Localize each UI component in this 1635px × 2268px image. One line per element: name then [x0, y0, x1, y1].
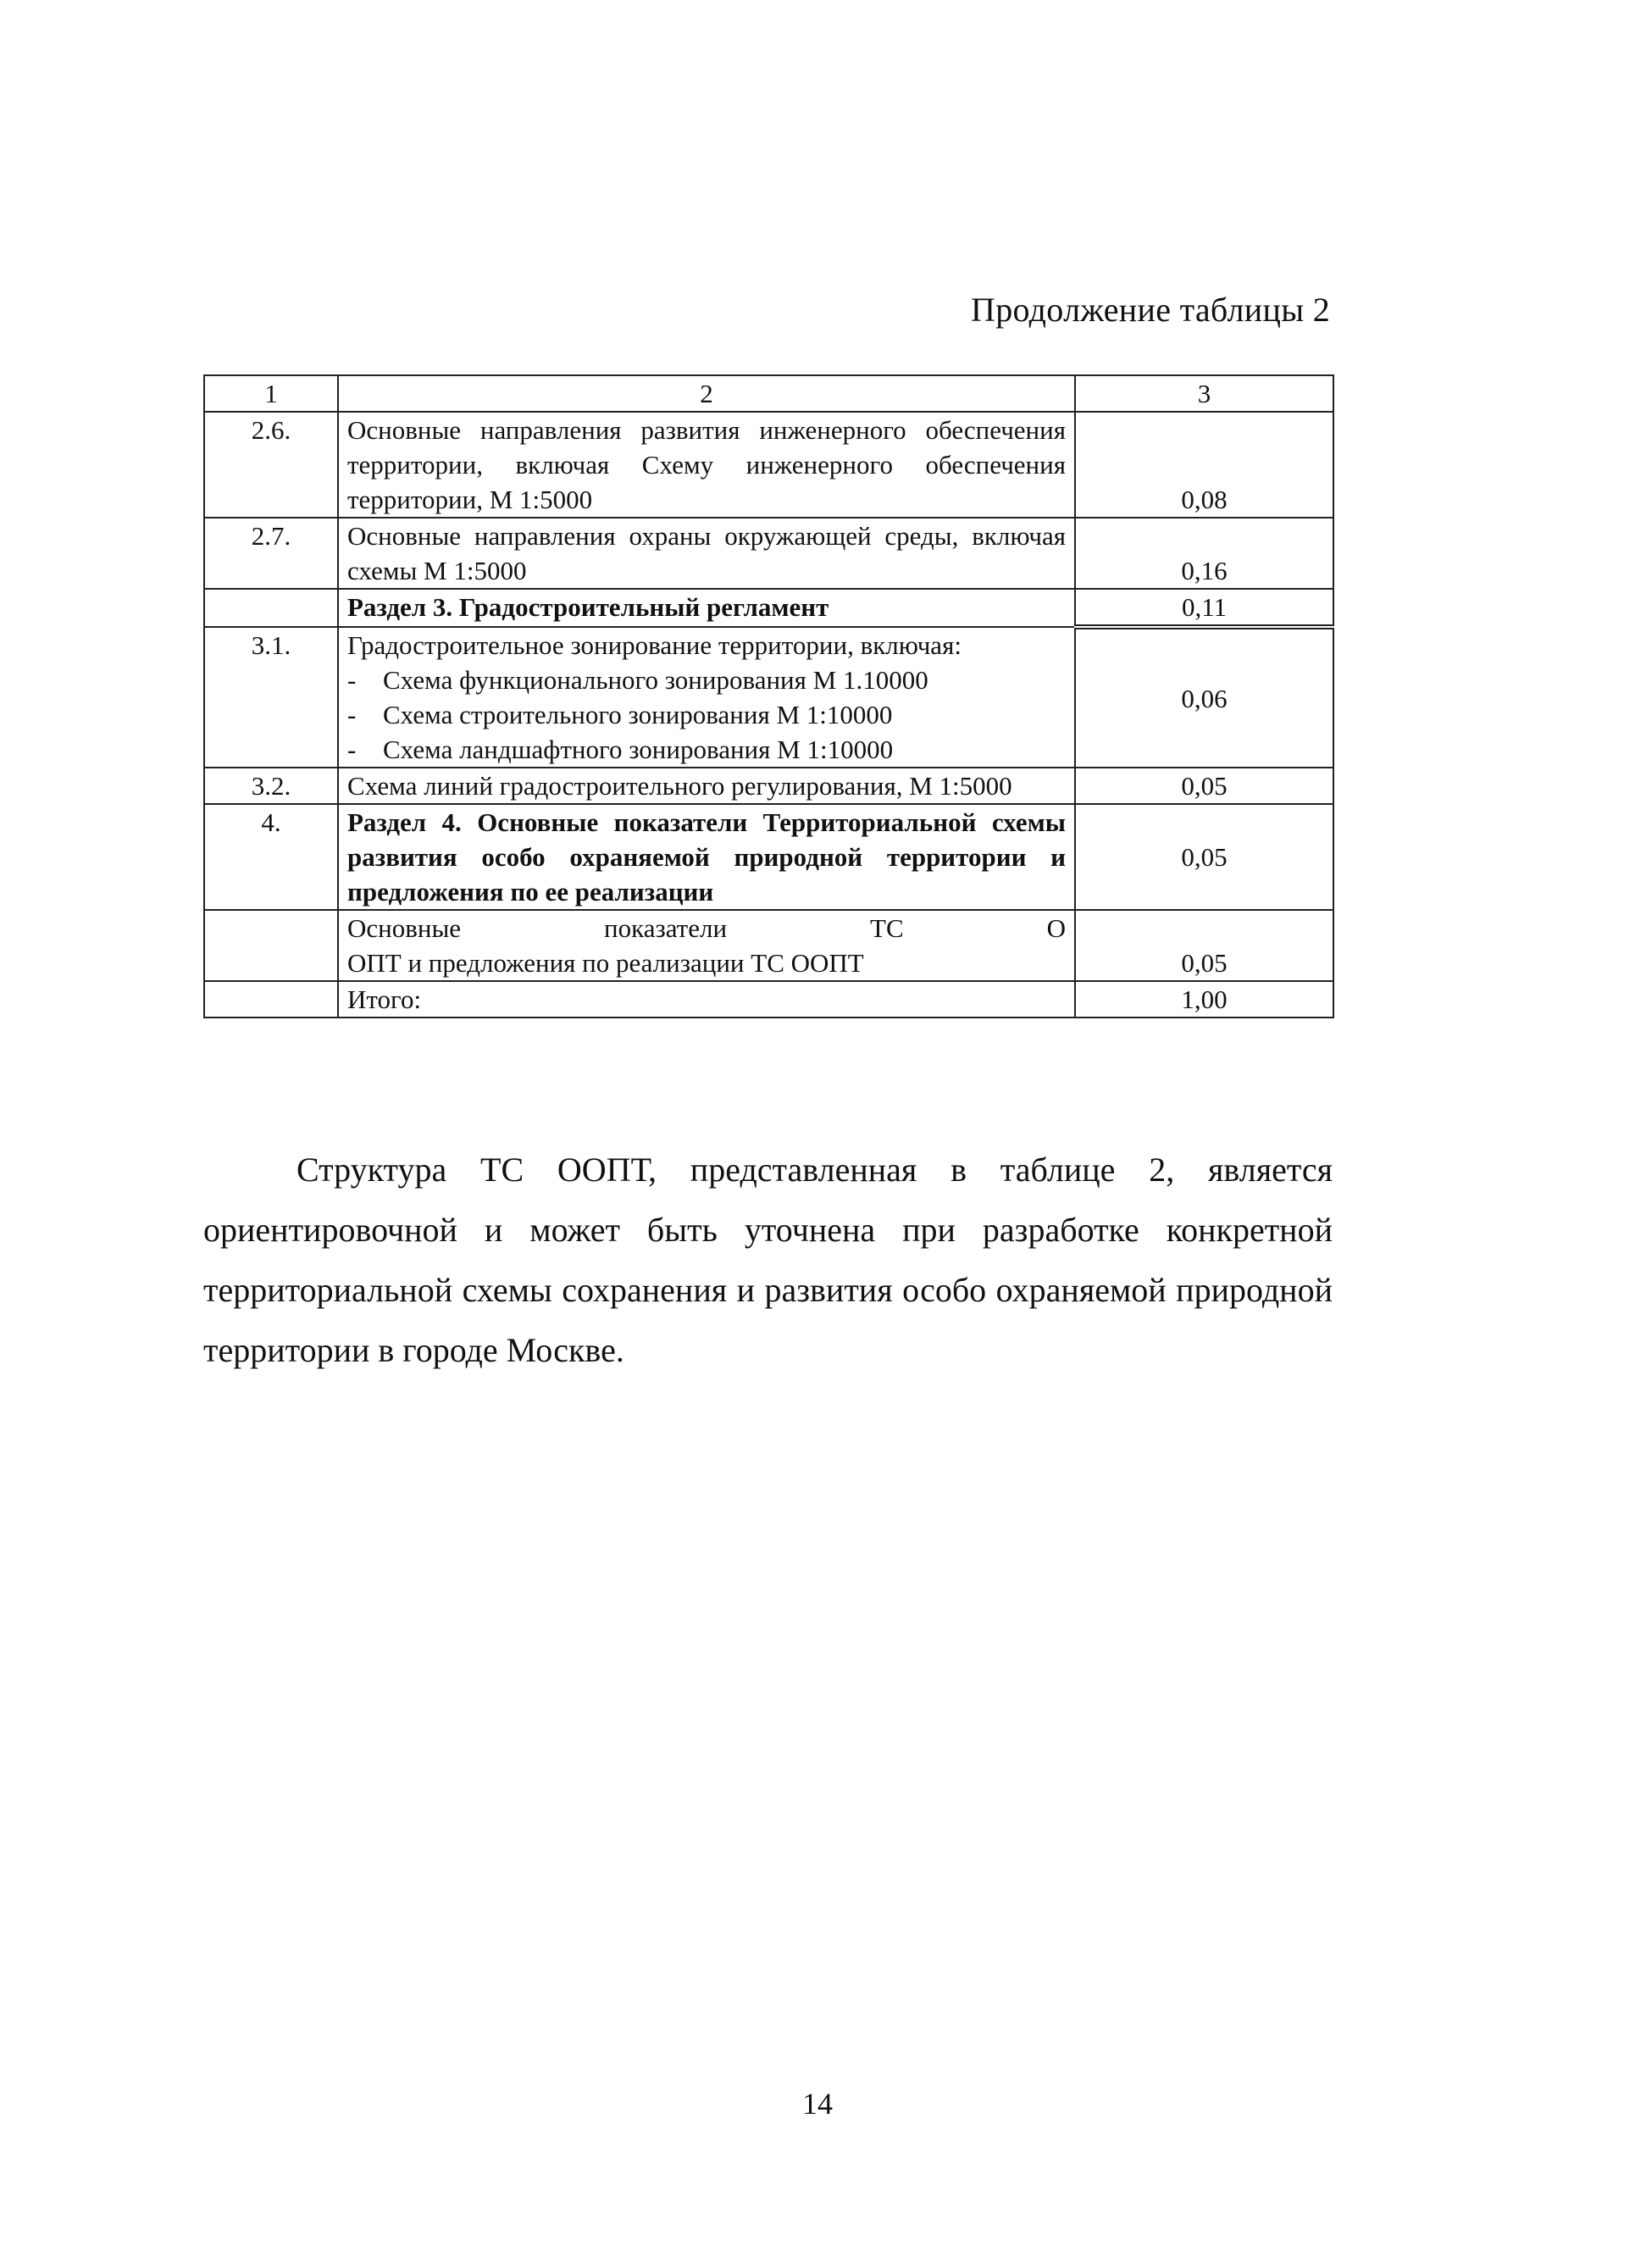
row-number: 2.6. [204, 412, 338, 518]
list-item: - Схема строительного зонирования М 1:10000 [347, 700, 893, 729]
row-number: 3.2. [204, 768, 338, 804]
word: Основные [347, 913, 462, 943]
row-number [204, 981, 338, 1018]
spread-line [347, 911, 1066, 945]
page-number: 14 [802, 2087, 833, 2121]
row-value: 0,16 [1075, 518, 1333, 589]
row-number [204, 589, 338, 627]
row-intro-text: Градостроительное зонирование территории, включая: [347, 630, 962, 660]
header-col-1: 1 [204, 375, 338, 412]
body-paragraph: Структура ТС ООПТ, представленная в таблице 2, является ориентировочной и может быть уточнена при разработке конкретной территориальной схемы сохранения и развития особо охраняемой природной территории в городе Москве. [203, 1151, 1333, 1369]
table-caption: Продолжение таблицы 2 [971, 291, 1330, 329]
list-item-text: Схема строительного зонирования М 1:10000 [383, 700, 893, 729]
row-description: Основные направления развития инженерного обеспечения территории, включая Схему инженерного обеспечения территории, М 1:5000 [338, 412, 1075, 518]
row-number: 4. [204, 804, 338, 910]
table-header-row [204, 375, 1333, 412]
list-item: - Схема ландшафтного зонирования М 1:10000 [347, 735, 894, 764]
table-row [204, 589, 1333, 627]
word: показатели [604, 913, 728, 943]
list-item-text: Схема функционального зонирования М 1.10000 [383, 665, 928, 695]
row-value: 0,11 [1075, 589, 1333, 627]
total-label: Итого: [338, 981, 1075, 1018]
table-row [204, 412, 1333, 518]
table-row-total [204, 981, 1333, 1018]
table-row [204, 518, 1333, 589]
header-col-2: 2 [338, 375, 1075, 412]
row-description: Схема линий градостроительного регулирования, М 1:5000 [338, 768, 1075, 804]
table-row [204, 627, 1333, 768]
row-number: 3.1. [204, 627, 338, 768]
table-row [204, 768, 1333, 804]
row-value: 0,05 [1075, 910, 1333, 981]
word: ТС [870, 913, 904, 943]
header-col-3: 3 [1075, 375, 1333, 412]
row-value: 0,06 [1075, 627, 1333, 768]
data-table [203, 374, 1334, 1018]
row-description [338, 627, 1075, 768]
row-value: 0,05 [1075, 768, 1333, 804]
list-item-text: Схема ландшафтного зонирования М 1:10000 [383, 735, 894, 764]
section-heading: Раздел 4. Основные показатели Территориальной схемы развития особо охраняемой природной территории и предложения по ее реализации [338, 804, 1075, 910]
row-description: Основные направления охраны окружающей среды, включая схемы М 1:5000 [338, 518, 1075, 589]
list-item: - Схема функционального зонирования М 1.10000 [347, 665, 928, 695]
section-heading: Раздел 3. Градостроительный регламент [338, 589, 1075, 627]
row-value: 0,05 [1075, 804, 1333, 910]
row-number: 2.7. [204, 518, 338, 589]
word: О [1046, 913, 1066, 943]
table-row [204, 910, 1333, 981]
total-value: 1,00 [1075, 981, 1333, 1018]
table-row [204, 804, 1333, 910]
row-line-2: ОПТ и предложения по реализации ТС ООПТ [347, 948, 864, 978]
row-number [204, 910, 338, 981]
row-description [338, 910, 1075, 981]
row-value: 0,08 [1075, 412, 1333, 518]
